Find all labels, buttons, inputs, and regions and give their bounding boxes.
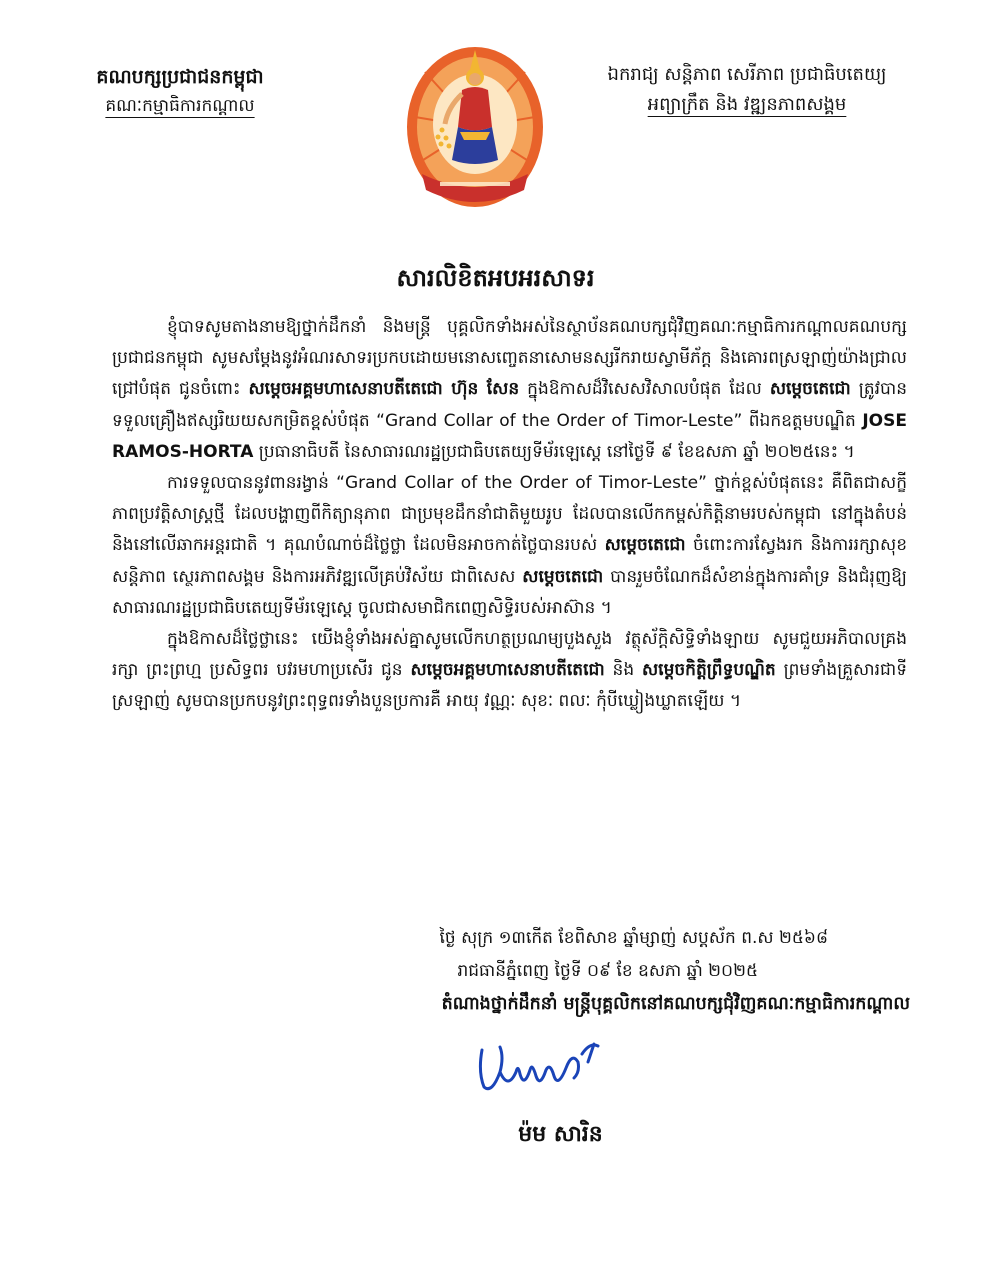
lunar-date: ថ្ងៃ សុក្រ ១៣កើត ខែពិសាខ ឆ្នាំម្សាញ់ សប្តស័ក ព.ស ២៥៦៨ [439, 928, 828, 948]
paragraph-3-text-2: និង [604, 660, 642, 681]
handwritten-signature-icon [470, 1032, 620, 1102]
paragraph-1-bold-2: សម្តេចតេជោ [769, 379, 851, 400]
motto-line-1: ឯករាជ្យ សន្តិភាព សេរីភាព ប្រជាធិបតេយ្យ [607, 64, 887, 85]
paragraph-1-text-3: ត្រូវបានទទួលគ្រឿងឥស្សរិយយសកម្រិតខ្ពស់បំផុត “Grand Collar of the Order of Timor-Leste” ពីឯកឧត្តមបណ្ឌិត [112, 379, 907, 431]
letter-title: សារលិខិតអបអរសាទរ [396, 264, 595, 292]
committee-name: គណៈកម្មាធិការកណ្ដាល [105, 96, 255, 116]
paragraph-1-text-1: ខ្ញុំបាទសូមតាងនាមឱ្យថ្នាក់ដឹកនាំ និងមន្ត្រី បុគ្គលិកទាំងអស់នៃស្ថាប័នគណបក្សជុំវិញគណៈកម្មាធិការកណ្តាលគណបក្សប្រជាជនកម្ពុជា សូមសម្ដែងនូវអំណរសាទរប្រកបដោយមនោសញ្ចេតនាសោមនស្សរីករាយស្វាមីភ័ក្ត និងគោរពស្រឡាញ់យ៉ាងជ្រាលជ្រៅបំផុត ជូនចំពោះ [112, 317, 907, 400]
paragraph-1-bold-1: សម្ដេចអគ្គមហាសេនាបតីតេជោ ហ៊ុន សែន [248, 379, 520, 400]
motto-line-2: អព្យាក្រឹត និង វឌ្ឍនភាពសង្គម [647, 94, 847, 115]
paragraph-3-text-3: ព្រមទាំងគ្រួសារជាទីស្រឡាញ់ សូមបានប្រកបនូវព្រះពុទ្ធពរទាំងបួនប្រការគឺ អាយុ វណ្ណៈ សុខៈ ពលៈ កុំបីឃ្លៀងឃ្លាតឡើយ ។ [112, 660, 908, 712]
party-emblem-logo [400, 32, 550, 212]
letter-body [112, 312, 907, 718]
paragraph-1-text-2: ក្នុងឱកាសដ៏វិសេសវិសាលបំផុត ដែល [519, 379, 770, 400]
paragraph-3-text-1: ក្នុងឱកាសដ៏ថ្លៃថ្លានេះ យើងខ្ញុំទាំងអស់គ្នាសូមលើកហត្ថប្រណម្យបួងសួង វត្ថុស័ក្តិសិទ្ធិទាំងឡាយ សូមជួយអភិបាលគ្រងរក្សា ព្រះព្រហ្ម ប្រសិទ្ធពរ បវរមហាប្រសើរ ជូន [112, 629, 907, 681]
paragraph-2-text-3: បានរួមចំណែកដ៏សំខាន់ក្នុងការគាំទ្រ និងជំរុញឱ្យសាធារណរដ្ឋប្រជាធិបតេយ្យទីម័រឡេស្តេ ចូលជាសមាជិកពេញសិទ្ធិរបស់អាស៊ាន ។ [112, 566, 907, 618]
party-emblem-icon [400, 32, 550, 212]
signature-image [470, 1032, 620, 1102]
paragraph-2-bold-2: សម្តេចតេជោ [522, 566, 604, 587]
paragraph-1 [112, 312, 907, 468]
paragraph-1-bold-3: JOSE RAMOS-HORTA [112, 410, 907, 462]
kingdom-motto [582, 60, 912, 120]
sender-line: តំណាងថ្នាក់ដឹកនាំ មន្ត្រីបុគ្គលិកនៅគណបក្សជុំវិញគណៈកម្មាធិការកណ្ដាល [441, 994, 910, 1014]
paragraph-2-text-1: ការទទួលបាននូវពានរង្វាន់ “Grand Collar of the Order of Timor-Leste” ថ្នាក់ខ្ពស់បំផុតនេះ គឺពិតជាសក្ខីភាពប្រវត្តិសាស្រ្តថ្មី ដែលបង្ហាញពីកិត្យានុភាព ជាប្រមុខដឹកនាំជាតិមួយរូប ដែលបានលើកកម្ពស់កិត្តិនាមរបស់កម្ពុជា នៅក្នុងតំបន់ និងនៅលើឆាកអន្តរជាតិ ។ គុណបំណាច់ដ៏ថ្លៃថ្លា ដែលមិនអាចកាត់ថ្លៃបានរបស់ [112, 473, 907, 556]
paragraph-3 [112, 624, 907, 718]
paragraph-1-text-4: ប្រធានាធិបតី នៃសាធារណរដ្ឋប្រជាធិបតេយ្យទីម័រឡេស្តេ នៅថ្ងៃទី ៩ ខែឧសភា ឆ្នាំ ២០២៥នេះ ។ [253, 441, 855, 462]
paragraph-2-bold-1: សម្តេចតេជោ [604, 535, 686, 556]
party-header [70, 62, 290, 120]
paragraph-3-bold-1: សម្ដេចអគ្គមហាសេនាបតីតេជោ [410, 660, 605, 681]
solar-date: រាជធានីភ្នំពេញ ថ្ងៃទី ០៩ ខែ ឧសភា ឆ្នាំ ២០២៥ [457, 961, 758, 981]
paragraph-2-text-2: ចំពោះការស្វែងរក និងការរក្សាសុខសន្តិភាព ស្ថេរភាពសង្គម និងការអភិវឌ្ឍលើគ្រប់វិស័យ ជាពិសេស [112, 535, 907, 587]
paragraph-3-bold-2: សម្ដេចកិត្តិព្រឹទ្ធបណ្ឌិត [641, 660, 776, 681]
paragraph-2 [112, 468, 907, 624]
party-name: គណបក្សប្រជាជនកម្ពុជា [96, 66, 264, 88]
signer-name: ម៉ម សារិន [518, 1122, 603, 1147]
date-block [180, 922, 910, 1021]
